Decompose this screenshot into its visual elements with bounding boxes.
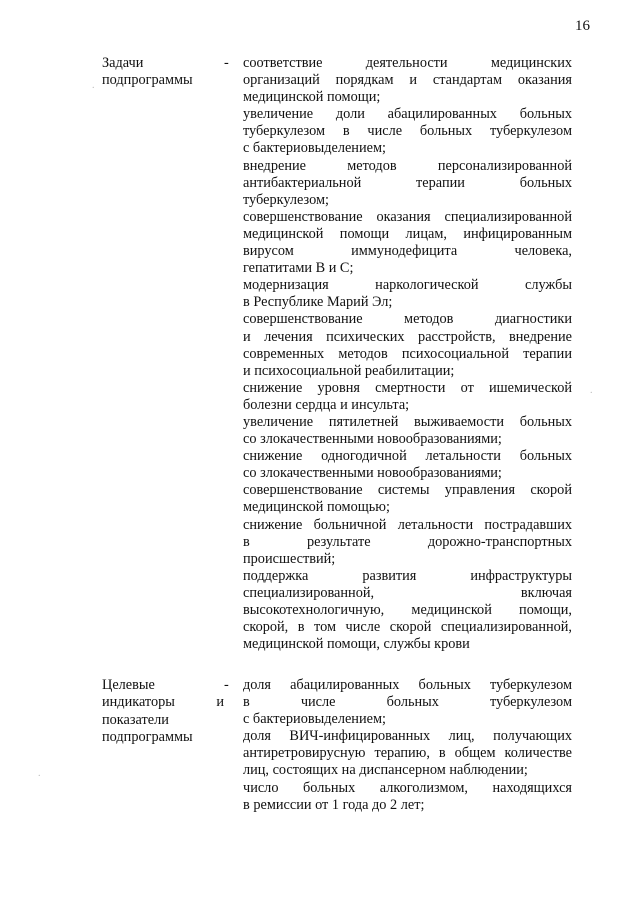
list-item bbox=[243, 158, 572, 209]
item-line: медицинской помощи; bbox=[243, 89, 381, 106]
item-line: число больных алкоголизмом, находящихся bbox=[243, 779, 572, 796]
item-line: вирусом иммунодефицита человека, bbox=[243, 243, 572, 260]
item-line: доля ВИЧ-инфицированных лиц, получающих bbox=[243, 728, 572, 745]
item-line: соответствие деятельности медицинских bbox=[243, 55, 572, 71]
item-line: в результате дорожно-транспортных bbox=[243, 533, 572, 550]
item-line: со злокачественными новообразованиями; bbox=[243, 431, 502, 448]
item-line: гепатитами В и С; bbox=[243, 260, 354, 277]
item-line: в числе больных туберкулезом bbox=[243, 694, 572, 711]
item-line: туберкулезом; bbox=[243, 191, 329, 208]
item-line: совершенствование системы управления скорой bbox=[243, 482, 572, 499]
item-line: поддержка развития инфраструктуры bbox=[243, 567, 572, 584]
list-item bbox=[243, 780, 572, 814]
item-line: медицинской помощи, службы крови bbox=[243, 636, 470, 653]
item-line: антиретровирусную терапию, в общем количестве bbox=[243, 745, 572, 762]
list-item bbox=[243, 106, 572, 157]
item-line: антибактериальной терапии больных bbox=[243, 174, 572, 191]
item-line: со злокачественными новообразованиями; bbox=[243, 465, 502, 482]
item-line: современных методов психосоциальной терапии bbox=[243, 345, 572, 362]
item-line: туберкулезом в числе больных туберкулезом bbox=[243, 123, 572, 140]
list-item bbox=[243, 568, 572, 653]
label-line: индикаторы и bbox=[102, 694, 224, 711]
list-item bbox=[243, 277, 572, 311]
item-line: высокотехнологичную, медицинской помощи, bbox=[243, 602, 572, 618]
list-item bbox=[243, 414, 572, 448]
item-line: скорой, в том числе скорой специализированной, bbox=[243, 619, 572, 636]
scan-speck: . bbox=[590, 385, 593, 396]
list-item bbox=[243, 380, 572, 414]
section-content bbox=[243, 677, 572, 814]
page-number: 16 bbox=[575, 18, 590, 34]
list-item bbox=[243, 209, 572, 277]
item-line: с бактериовыделением; bbox=[243, 140, 386, 157]
scan-speck: . bbox=[38, 768, 41, 779]
list-item bbox=[243, 55, 572, 106]
item-line: и лечения психических расстройств, внедрение bbox=[243, 328, 572, 345]
label-line: Целевые bbox=[102, 677, 155, 693]
label-line: показатели bbox=[102, 711, 169, 728]
item-line: снижение больничной летальности пострадавших bbox=[243, 516, 572, 533]
item-line: лиц, состоящих на диспансерном наблюдении; bbox=[243, 762, 528, 779]
item-line: специализированной, включая bbox=[243, 584, 572, 601]
label-line: подпрограммы bbox=[102, 728, 193, 745]
section-label bbox=[102, 55, 224, 90]
item-line: внедрение методов персонализированной bbox=[243, 157, 572, 174]
section-content bbox=[243, 55, 572, 653]
list-item bbox=[243, 482, 572, 516]
item-line: происшествий; bbox=[243, 550, 336, 567]
list-item bbox=[243, 448, 572, 482]
item-line: увеличение доли абацилированных больных bbox=[243, 106, 572, 123]
item-line: организаций порядкам и стандартам оказания bbox=[243, 72, 572, 89]
item-line: с бактериовыделением; bbox=[243, 711, 386, 728]
item-line: медицинской помощи лицам, инфицированным bbox=[243, 225, 572, 242]
item-line: в ремиссии от 1 года до 2 лет; bbox=[243, 796, 425, 813]
item-line: модернизация наркологической службы bbox=[243, 277, 572, 294]
item-line: и психосоциальной реабилитации; bbox=[243, 362, 455, 379]
item-line: доля абацилированных больных туберкулезом bbox=[243, 677, 572, 693]
section-label bbox=[102, 677, 224, 746]
scan-speck: . bbox=[92, 80, 95, 91]
item-line: снижение одногодичной летальности больных bbox=[243, 448, 572, 465]
item-line: медицинской помощью; bbox=[243, 499, 390, 516]
label-line: Задачи bbox=[102, 55, 144, 71]
item-line: совершенствование методов диагностики bbox=[243, 311, 572, 328]
item-line: увеличение пятилетней выживаемости больных bbox=[243, 413, 572, 430]
dash: - bbox=[224, 677, 229, 693]
list-item bbox=[243, 677, 572, 728]
item-line: снижение уровня смертности от ишемической bbox=[243, 379, 572, 396]
item-line: совершенствование оказания специализированной bbox=[243, 208, 572, 225]
item-line: болезни сердца и инсульта; bbox=[243, 396, 410, 413]
dash: - bbox=[224, 55, 229, 71]
item-line: в Республике Марий Эл; bbox=[243, 294, 393, 311]
list-item bbox=[243, 728, 572, 779]
list-item bbox=[243, 311, 572, 379]
label-line: подпрограммы bbox=[102, 72, 193, 89]
list-item bbox=[243, 517, 572, 568]
